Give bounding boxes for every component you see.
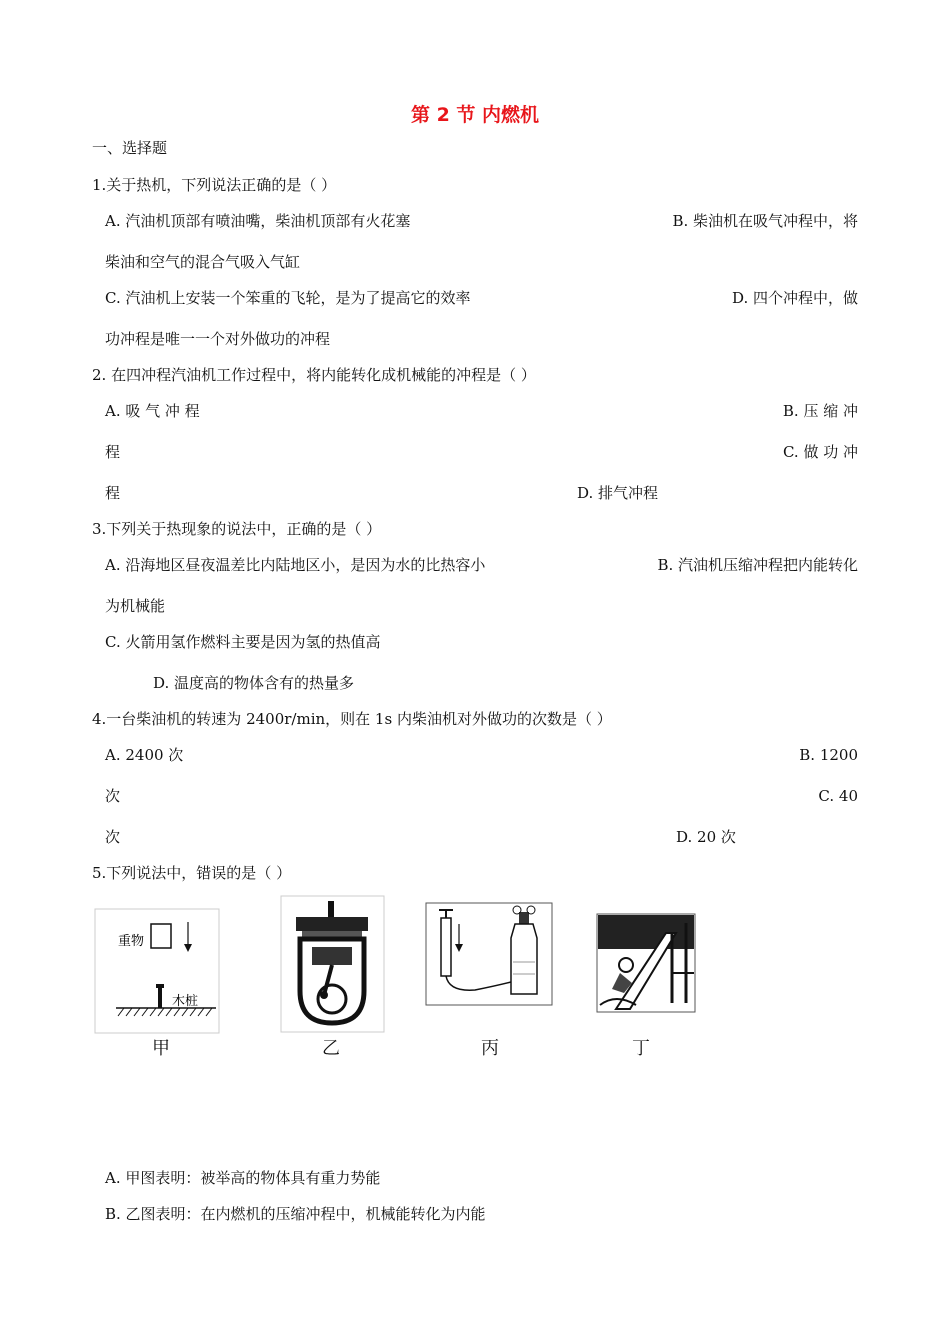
q2-option-b-cont: 程	[105, 443, 121, 461]
q3-option-d: D. 温度高的物体含有的热量多	[153, 674, 355, 692]
q2-option-a: A. 吸 气 冲 程	[105, 402, 200, 420]
q3-option-b: B. 汽油机压缩冲程把内能转化	[657, 556, 858, 574]
q1-option-b: B. 柴油机在吸气冲程中，将	[672, 212, 858, 230]
figure-yi-engine-cylinder	[280, 895, 385, 1033]
q2-option-c: C. 做 功 冲	[782, 443, 858, 461]
page-title: 第 2 节 内燃机	[410, 104, 540, 126]
q2-option-b: B. 压 缩 冲	[782, 402, 858, 420]
q1-option-c: C. 汽油机上安装一个笨重的飞轮，是为了提高它的效率	[105, 289, 471, 307]
caption-ding: 丁	[632, 1038, 650, 1059]
q4-option-d: D. 20 次	[676, 828, 736, 846]
q2-option-d: D. 排气冲程	[577, 484, 659, 502]
q3-option-c: C. 火箭用氢作燃料主要是因为氢的热值高	[105, 633, 381, 651]
q3-option-a: A. 沿海地区昼夜温差比内陆地区小，是因为水的比热容小	[105, 556, 486, 574]
q5-option-a: A. 甲图表明：被举高的物体具有重力势能	[105, 1169, 381, 1187]
caption-bing: 丙	[481, 1038, 499, 1059]
figure-jia-weight-stake	[94, 908, 220, 1034]
fig-jia-label-weight: 重物	[118, 934, 145, 949]
section-heading: 一、选择题	[92, 139, 168, 157]
q4-stem: 4.一台柴油机的转速为 2400r/min，则在 1s 内柴油机对外做功的次数是（ ）	[92, 710, 612, 728]
q1-option-d-cont: 功冲程是唯一一个对外做功的冲程	[105, 330, 331, 348]
q4-option-a: A. 2400 次	[105, 746, 184, 764]
q1-option-a: A. 汽油机顶部有喷油嘴，柴油机顶部有火花塞	[105, 212, 411, 230]
q3-stem: 3.下列关于热现象的说法中，正确的是（ ）	[92, 520, 382, 538]
q2-option-c-cont: 程	[105, 484, 121, 502]
q5-option-b: B. 乙图表明：在内燃机的压缩冲程中，机械能转化为内能	[105, 1205, 486, 1223]
q1-option-d: D. 四个冲程中，做	[731, 289, 858, 307]
q4-option-b-cont: 次	[105, 787, 121, 805]
q4-option-c: C. 40	[818, 787, 858, 805]
q3-option-b-cont: 为机械能	[105, 597, 166, 615]
q4-option-b: B. 1200	[799, 746, 858, 764]
q2-stem: 2. 在四冲程汽油机工作过程中，将内能转化成机械能的冲程是（ ）	[92, 366, 536, 384]
q1-option-b-cont: 柴油和空气的混合气吸入气缸	[105, 253, 301, 271]
q5-stem: 5.下列说法中，错误的是（ ）	[92, 864, 292, 882]
fig-jia-label-stake: 木桩	[172, 994, 199, 1009]
q1-stem: 1.关于热机，下列说法正确的是（ ）	[92, 176, 337, 194]
figure-bing-pump-bottle	[425, 902, 553, 1006]
caption-jia: 甲	[152, 1038, 170, 1059]
figure-ding-slide	[596, 913, 696, 1013]
q4-option-c-cont: 次	[105, 828, 121, 846]
caption-yi: 乙	[322, 1038, 340, 1059]
